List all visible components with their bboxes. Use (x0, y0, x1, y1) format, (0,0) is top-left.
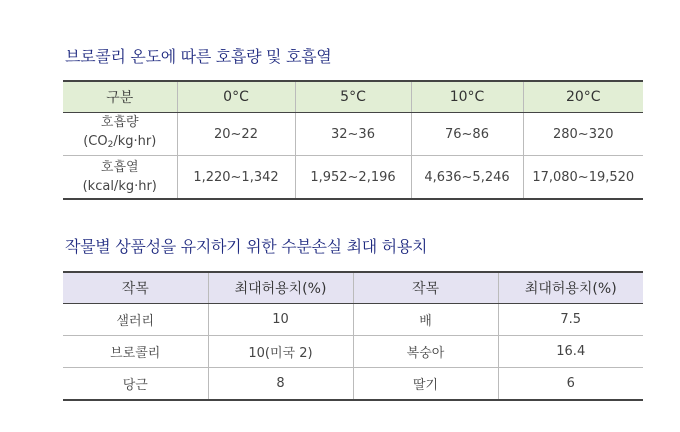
table-cell: 16.4 (498, 336, 643, 368)
table-cell: 280~320 (523, 113, 643, 156)
table-cell: 4,636~5,246 (411, 156, 523, 200)
header-crop: 작목 (63, 272, 208, 304)
table-cell: 복숭아 (353, 336, 498, 368)
header-crop: 작목 (353, 272, 498, 304)
table-cell: 76~86 (411, 113, 523, 156)
table-cell: 8 (208, 368, 353, 401)
table-cell: 배 (353, 304, 498, 336)
header-temp-5: 5°C (295, 81, 411, 113)
table-cell: 딸기 (353, 368, 498, 401)
table-cell: 10 (208, 304, 353, 336)
table-cell: 6 (498, 368, 643, 401)
row-label-respiration-rate: 호흡량 $(CO_2/kg\cdot hr)$ (63, 113, 177, 156)
table-row (63, 304, 643, 336)
table-cell: 7.5 (498, 304, 643, 336)
header-temp-10: 10°C (411, 81, 523, 113)
table-row (63, 113, 643, 156)
table-cell: 샐러리 (63, 304, 208, 336)
table-cell: 당근 (122, 378, 148, 393)
moisture-loss-table-title: 작물별 상품성을 유지하기 위한 수분손실 최대 허용치 (65, 237, 428, 256)
table-cell: 17,080~19,520 (523, 156, 643, 200)
table-cell: 1,220~1,342 (177, 156, 295, 200)
header-max-allowance: 최대허용치(%) (498, 272, 643, 304)
table-cell: 브로콜리 (63, 336, 208, 368)
header-temp-0: 0°C (177, 81, 295, 113)
table-row (63, 368, 643, 401)
table-header-row (63, 81, 643, 113)
header-category: 구분 (63, 81, 177, 113)
table-cell: 32~36 (295, 113, 411, 156)
row-label-respiration-heat: 호흡열 (kcal/kg·hr) (82, 160, 157, 194)
table-header-row (63, 272, 643, 304)
respiration-table (63, 80, 643, 200)
header-temp-20: 20°C (523, 81, 643, 113)
table-row (63, 156, 643, 200)
table-cell: 1,952~2,196 (295, 156, 411, 200)
table-row (63, 336, 643, 368)
moisture-loss-table (63, 271, 643, 401)
header-max-allowance: 최대허용치(%) (208, 272, 353, 304)
table-cell: 20~22 (177, 113, 295, 156)
respiration-table-title: 브로콜리 온도에 따른 호흡량 및 호흡열 (65, 47, 332, 66)
table-cell: 10(미국 2) (208, 336, 353, 368)
